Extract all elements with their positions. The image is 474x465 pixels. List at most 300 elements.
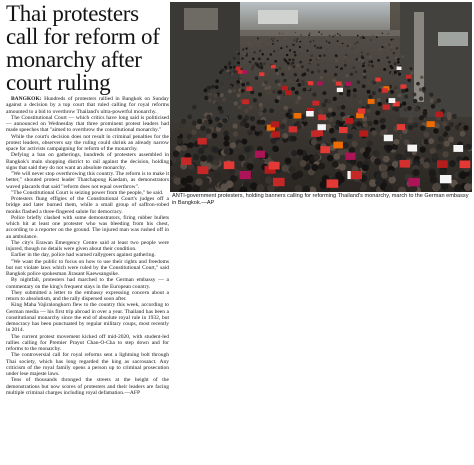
article-paragraph: King Maha Vajiralongkorn flew to the country this week, according to German media — his first trip abroad in over a year. Thailand has been a constitutional monarchy since the end of absolute royal rule in 1932, but democracy has been punctuated by regular military coups, most recently in 2014. [6, 302, 169, 334]
crowd-figure [354, 70, 357, 73]
crowd-figure [401, 134, 407, 140]
crowd-figure [222, 97, 226, 101]
crowd-figure [288, 166, 295, 173]
crowd-figure [267, 85, 271, 89]
crowd-figure [271, 138, 277, 144]
protest-sign [351, 171, 362, 179]
crowd-figure [367, 64, 370, 67]
crowd-figure [363, 76, 366, 79]
crowd-figure [241, 57, 244, 60]
crowd-figure [272, 40, 274, 42]
crowd-figure [261, 43, 263, 45]
crowd-figure [414, 107, 419, 112]
crowd-figure [345, 54, 348, 57]
crowd-figure [249, 105, 254, 110]
crowd-figure [357, 80, 361, 84]
crowd-figure [177, 138, 183, 144]
crowd-figure [282, 133, 288, 139]
crowd-figure [258, 58, 261, 61]
crowd-figure [398, 72, 401, 75]
crowd-figure [235, 71, 238, 74]
crowd-figure [188, 142, 194, 148]
crowd-figure [441, 182, 449, 190]
crowd-figure [442, 121, 447, 126]
crowd-figure [429, 93, 433, 97]
crowd-figure [311, 54, 314, 57]
crowd-figure [310, 41, 312, 43]
crowd-figure [230, 142, 236, 148]
protest-sign [181, 157, 192, 165]
crowd-figure [294, 39, 296, 41]
headline-line: court ruling [6, 70, 111, 95]
crowd-figure [255, 62, 258, 65]
crowd-figure [203, 120, 208, 125]
crowd-figure [347, 89, 351, 93]
protest-sign [368, 99, 375, 104]
crowd-figure [222, 118, 227, 123]
crowd-figure [255, 126, 260, 131]
crowd-figure [377, 98, 381, 102]
crowd-figure [334, 73, 337, 76]
crowd-figure [368, 81, 372, 85]
crowd-figure [362, 36, 364, 38]
crowd-figure [326, 40, 328, 42]
crowd-figure [419, 96, 423, 100]
crowd-figure [282, 118, 287, 123]
crowd-figure [423, 132, 429, 138]
crowd-figure [291, 136, 297, 142]
crowd-figure [393, 52, 395, 54]
crowd-figure [277, 140, 283, 146]
crowd-figure [350, 73, 353, 76]
crowd-figure [369, 56, 372, 59]
crowd-figure [268, 62, 271, 65]
crowd-figure [219, 71, 222, 74]
crowd-figure [306, 69, 309, 72]
crowd-figure [314, 154, 321, 161]
crowd-figure [379, 48, 381, 50]
crowd-figure [311, 71, 314, 74]
crowd-figure [368, 95, 372, 99]
crowd-figure [448, 122, 453, 127]
crowd-figure [378, 102, 382, 106]
crowd-figure [258, 92, 262, 96]
protest-sign [269, 162, 280, 170]
crowd-figure [344, 64, 347, 67]
protest-crowd-photo [170, 2, 472, 192]
crowd-figure [371, 130, 377, 136]
crowd-figure [388, 61, 391, 64]
crowd-figure [237, 105, 242, 110]
protest-sign [240, 171, 251, 179]
crowd-figure [206, 133, 212, 139]
crowd-figure [283, 106, 288, 111]
crowd-figure [341, 105, 346, 110]
protest-sign [318, 115, 326, 121]
crowd-figure [343, 142, 349, 148]
crowd-figure [326, 113, 331, 118]
crowd-figure [228, 61, 231, 64]
protest-sign [306, 111, 314, 117]
crowd-figure [308, 34, 310, 36]
crowd-figure [298, 53, 301, 56]
headline [6, 2, 171, 94]
crowd-figure [263, 62, 266, 65]
crowd-figure [309, 32, 311, 34]
crowd-figure [250, 125, 255, 130]
article-paragraph: "The Constitutional Court is seizing power from the people," he said. [11, 189, 164, 196]
crowd-figure [460, 131, 466, 137]
article-paragraph: The Constitutional Court — which critics have long said is politicised — announced on Wednesday that three prominent protest leaders had made speeches that "aimed to overthrow the constitutional monarchy." [6, 114, 169, 134]
crowd-figure [340, 112, 345, 117]
crowd-figure [228, 85, 232, 89]
protest-sign [317, 81, 323, 85]
crowd-figure [347, 45, 349, 47]
crowd-figure [326, 124, 331, 129]
crowd-figure [362, 56, 365, 59]
crowd-figure [294, 77, 297, 80]
crowd-figure [281, 73, 284, 76]
protest-sign [273, 178, 285, 186]
crowd-figure [276, 72, 279, 75]
crowd-figure [407, 78, 411, 82]
crowd-figure [217, 122, 222, 127]
crowd-figure [384, 44, 386, 46]
crowd-figure [257, 37, 259, 39]
crowd-figure [214, 93, 218, 97]
crowd-figure [431, 104, 436, 109]
article-paragraph: They submitted a letter to the embassy expressing concern about a return to absolutism, and the rally dispersed soon after. [6, 289, 169, 302]
crowd-figure [251, 45, 253, 47]
article-paragraph: BANGKOK: Hundreds of protesters rallied in Bangkok on Sunday against a decision by a top court that ruled calling for royal reforms amounted to a bid to overthrow Thailand's ultra-powerful monarchy. [6, 96, 170, 115]
crowd-figure [294, 45, 296, 47]
crowd-figure [296, 64, 299, 67]
crowd-figure [396, 47, 398, 49]
crowd-figure [371, 80, 375, 84]
crowd-figure [283, 79, 287, 83]
crowd-figure [278, 90, 282, 94]
protest-sign [198, 138, 207, 145]
crowd-figure [284, 38, 286, 40]
crowd-figure [307, 86, 311, 90]
crowd-figure [423, 162, 430, 169]
crowd-figure [373, 150, 379, 156]
crowd-figure [231, 72, 234, 75]
crowd-figure [238, 154, 245, 161]
crowd-figure [192, 105, 197, 110]
photo-caption: ANTI-government protesters, holding banners calling for reforming Thailand's monarchy, march to the German embassy in Bangkok.—AP [172, 193, 469, 206]
protest-sign [339, 127, 348, 133]
crowd-figure [367, 90, 371, 94]
crowd-figure [299, 61, 302, 64]
crowd-figure [334, 34, 336, 36]
protest-sign [197, 166, 208, 174]
crowd-figure [204, 96, 208, 100]
crowd-figure [301, 65, 304, 68]
crowd-figure [270, 53, 273, 56]
crowd-figure [229, 66, 232, 69]
protest-sign [224, 161, 235, 169]
crowd-figure [355, 58, 358, 61]
crowd-figure [397, 93, 401, 97]
billboard-left [184, 8, 218, 30]
crowd-figure [277, 83, 281, 87]
crowd-figure [397, 118, 402, 123]
crowd-figure [318, 31, 320, 33]
crowd-figure [409, 115, 414, 120]
headline-line: monarchy after [6, 47, 142, 72]
protest-sign [408, 178, 420, 186]
protest-sign [400, 84, 406, 88]
crowd-figure [403, 107, 408, 112]
crowd-figure [366, 104, 371, 109]
crowd-figure [244, 123, 249, 128]
crowd-figure [394, 107, 399, 112]
crowd-figure [301, 73, 304, 76]
crowd-figure [428, 138, 434, 144]
crowd-figure [352, 66, 355, 69]
crowd-figure [383, 47, 385, 49]
crowd-figure [266, 58, 269, 61]
crowd-figure [316, 47, 318, 49]
crowd-figure [294, 54, 297, 57]
crowd-figure [396, 154, 403, 161]
crowd-figure [416, 82, 420, 86]
crowd-figure [347, 134, 353, 140]
article-paragraph: Police briefly clashed with some demonstrators, firing rubber bullets which hit at least one protester who was bleeding from his chest, according to a reporter on the ground. The injured man was rushed off in an ambulance. [6, 214, 169, 240]
crowd-figure [412, 92, 416, 96]
crowd-figure [376, 36, 378, 38]
protest-sign [242, 70, 247, 74]
protest-sign [314, 130, 323, 136]
crowd-figure [215, 79, 219, 83]
crowd-figure [180, 178, 188, 186]
crowd-figure [380, 164, 387, 171]
skywalk-bridge [240, 30, 400, 36]
crowd-figure [301, 80, 305, 84]
crowd-figure [187, 114, 192, 119]
crowd-figure [406, 151, 412, 157]
crowd-figure [378, 88, 382, 92]
crowd-figure [395, 56, 398, 59]
crowd-figure [273, 50, 275, 52]
crowd-figure [317, 70, 320, 73]
crowd-figure [291, 150, 297, 156]
crowd-figure [309, 59, 312, 62]
crowd-figure [452, 114, 457, 119]
protest-sign [453, 145, 463, 152]
protest-sign [440, 175, 452, 183]
crowd-figure [274, 60, 277, 63]
crowd-figure [409, 67, 412, 70]
crowd-figure [356, 121, 361, 126]
crowd-figure [193, 154, 200, 161]
crowd-figure [244, 109, 249, 114]
crowd-figure [296, 124, 301, 129]
protest-sign [345, 82, 351, 86]
crowd-figure [261, 53, 264, 56]
protest-sign [271, 121, 279, 127]
article-paragraph: The city's Erawan Emergency Centre said at least two people were injured, though no details were given about their condition. [6, 239, 169, 252]
crowd-figure [324, 70, 327, 73]
crowd-figure [259, 50, 261, 52]
crowd-figure [175, 131, 181, 137]
crowd-figure [288, 109, 293, 114]
crowd-figure [329, 128, 335, 134]
crowd-figure [283, 58, 286, 61]
protest-sign [294, 113, 302, 119]
crowd-photo-graphic [170, 2, 472, 192]
crowd-figure [388, 176, 396, 184]
crowd-figure [381, 171, 388, 178]
crowd-figure [407, 106, 412, 111]
protest-sign [333, 142, 343, 149]
crowd-figure [404, 95, 408, 99]
crowd-figure [361, 51, 363, 53]
crowd-figure [295, 32, 297, 34]
crowd-figure [295, 91, 299, 95]
crowd-figure [273, 146, 279, 152]
crowd-figure [277, 49, 279, 51]
crowd-figure [237, 143, 243, 149]
crowd-figure [402, 67, 405, 70]
protest-sign [282, 86, 288, 90]
crowd-figure [337, 33, 339, 35]
crowd-figure [253, 98, 257, 102]
crowd-figure [394, 139, 400, 145]
crowd-figure [295, 100, 299, 104]
crowd-figure [328, 42, 330, 44]
crowd-figure [244, 146, 250, 152]
crowd-figure [357, 35, 359, 37]
crowd-figure [320, 47, 322, 49]
crowd-figure [268, 91, 272, 95]
crowd-figure [308, 63, 311, 66]
crowd-figure [362, 84, 366, 88]
article-paragraph: The current protest movement kicked off mid-2020, with student-led rallies calling for Premier Prayut Chan-O-Cha to step down and for reforms to the monarchy. [6, 333, 169, 352]
crowd-figure [200, 155, 207, 162]
protest-sign [460, 161, 471, 169]
crowd-figure [198, 148, 204, 154]
crowd-figure [413, 99, 417, 103]
crowd-figure [362, 64, 365, 67]
crowd-figure [332, 79, 336, 83]
crowd-figure [381, 46, 383, 48]
crowd-figure [389, 49, 391, 51]
protest-sign [397, 124, 405, 130]
crowd-figure [387, 33, 389, 35]
crowd-figure [306, 50, 308, 52]
crowd-figure [390, 39, 392, 41]
crowd-figure [449, 160, 456, 167]
building-right [400, 2, 472, 117]
headline-line: call for reform of [6, 24, 160, 49]
skyway-sign [258, 10, 298, 24]
crowd-figure [393, 74, 396, 77]
crowd-figure [463, 125, 468, 130]
crowd-figure [380, 124, 385, 129]
protest-sign [320, 146, 330, 153]
crowd-figure [356, 41, 358, 43]
crowd-figure [390, 90, 394, 94]
article-paragraph: By nightfall, protesters had marched to the German embassy — a commentary on the king's frequent stays in the European country. [6, 277, 169, 290]
crowd-figure [419, 115, 424, 120]
crowd-figure [345, 74, 348, 77]
crowd-figure [212, 147, 218, 153]
crowd-figure [286, 46, 288, 48]
crowd-figure [355, 137, 361, 143]
protest-sign [285, 91, 291, 96]
crowd-figure [436, 144, 442, 150]
crowd-figure [288, 67, 291, 70]
crowd-figure [351, 48, 353, 50]
crowd-figure [454, 184, 462, 192]
crowd-figure [296, 40, 298, 42]
crowd-figure [401, 89, 405, 93]
crowd-figure [278, 67, 281, 70]
crowd-figure [362, 122, 367, 127]
crowd-figure [374, 158, 381, 165]
crowd-figure [339, 70, 342, 73]
crowd-figure [287, 120, 292, 125]
protest-sign [236, 67, 241, 71]
crowd-figure [318, 59, 321, 62]
crowd-figure [363, 70, 366, 73]
crowd-figure [329, 35, 331, 37]
crowd-figure [280, 124, 285, 129]
protest-sign [345, 118, 353, 124]
crowd-figure [397, 58, 400, 61]
crowd-figure [211, 85, 215, 89]
dateline: BANGKOK: [11, 96, 42, 102]
crowd-figure [319, 55, 322, 58]
crowd-figure [277, 40, 279, 42]
protest-sign [375, 78, 381, 82]
crowd-figure [388, 44, 390, 46]
crowd-figure [354, 43, 356, 45]
crowd-figure [291, 87, 295, 91]
protest-sign [345, 153, 355, 160]
crowd-figure [288, 114, 293, 119]
crowd-figure [206, 128, 212, 134]
crowd-figure [459, 172, 466, 179]
crowd-figure [220, 93, 224, 97]
crowd-figure [394, 86, 398, 90]
protest-sign [400, 160, 411, 168]
crowd-figure [248, 43, 250, 45]
crowd-figure [299, 39, 301, 41]
crowd-figure [265, 176, 273, 184]
crowd-figure [213, 159, 220, 166]
protest-sign [427, 121, 435, 127]
crowd-figure [236, 93, 240, 97]
article-paragraph: The controversial call for royal reforms sent a lightning bolt through Thai society, which has long regarded the king as sacrosanct. Any criticism of the royal family opens a person up to criminal prosecution under lese majeste laws. [6, 352, 169, 377]
crowd-figure [311, 164, 318, 171]
crowd-figure [361, 60, 364, 63]
crowd-figure [212, 133, 218, 139]
crowd-figure [391, 46, 393, 48]
protest-sign [389, 98, 396, 103]
crowd-figure [286, 54, 289, 57]
crowd-figure [232, 89, 236, 93]
crowd-figure [379, 118, 384, 123]
crowd-figure [242, 118, 247, 123]
crowd-figure [252, 58, 255, 61]
crowd-figure [433, 183, 441, 191]
crowd-figure [272, 90, 276, 94]
crowd-figure [281, 63, 284, 66]
protest-sign [384, 135, 393, 142]
